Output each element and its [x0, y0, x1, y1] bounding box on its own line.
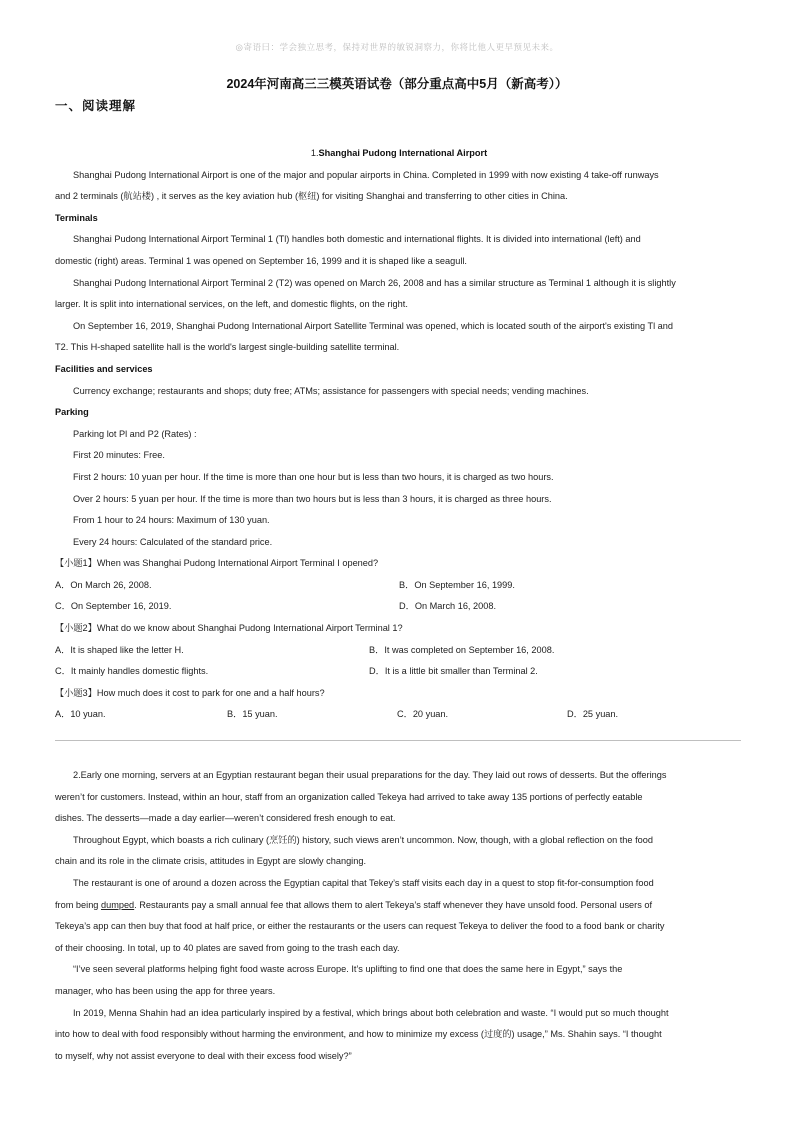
paragraph-line: weren’t for customers. Instead, within an hour, staff from an organization called Tekeya had arrived to take away 135 portions of perfectly eatable	[55, 791, 643, 802]
question-2-options-row-2	[55, 661, 743, 683]
section-divider	[55, 740, 741, 741]
paragraph-line: In 2019, Menna Shahin had an idea particularly inspired by a festival, which brings about both celebration and waste. “I would put so much thought	[73, 1007, 669, 1018]
question-1-options-row-2	[55, 596, 743, 618]
underlined-word-dumped: dumped	[100, 899, 135, 910]
paragraph-line: dishes. The desserts—made a day earlier—weren’t considered fresh enough to eat.	[55, 813, 396, 824]
question-1-option-a[interactable]: A．On March 26, 2008.	[55, 579, 152, 590]
subheading-facilities: Facilities and services	[55, 363, 153, 374]
paragraph-line: 2.Early one morning, servers at an Egyptian restaurant began their usual preparations for the day. They laid out rows of desserts. But the offerings	[73, 770, 667, 780]
question-3-options-row	[55, 704, 743, 726]
parking-line: First 2 hours: 10 yuan per hour. If the time is more than one hour but is less than two hours, it is charged as two hours.	[73, 471, 554, 482]
question-3-option-b[interactable]: B．15 yuan.	[227, 709, 278, 720]
question-3-option-a[interactable]: A．10 yuan.	[55, 709, 106, 720]
question-3-stem: 【小题3】How much does it cost to park for one and a half hours?	[55, 687, 325, 698]
paragraph-line: of their choosing. In total, up to 40 plates are saved from going to the trash each day.	[55, 942, 400, 953]
question-1-option-c[interactable]: C．On September 16, 2019.	[55, 601, 172, 612]
question-2-stem: 【小题2】What do we know about Shanghai Pudong International Airport Terminal 1?	[55, 623, 403, 634]
question-2-option-a[interactable]: A．It is shaped like the letter H.	[55, 644, 184, 655]
paragraph-line: Tekeya’s app can then buy that food at half price, or either the restaurants or the users can request Tekeya to deliver the food to a food bank or charity	[55, 921, 665, 932]
subheading-terminals: Terminals	[55, 212, 98, 223]
paragraph-line: “I’ve seen several platforms helping fight food waste across Europe. It’s uplifting to find one that does the same here in Egypt,” says the	[73, 964, 623, 975]
text-fragment: . Restaurants pay a small annual fee that allows them to alert Tekeya’s staff whenever they have unsold food. Personal users of	[134, 899, 653, 910]
passage-1-number: 1.	[310, 148, 319, 158]
question-1-option-b[interactable]: B．On September 16, 1999.	[399, 579, 515, 590]
paragraph-line: to myself, why not assist everyone to deal with their excess food wisely?”	[55, 1050, 352, 1061]
parking-line: Over 2 hours: 5 yuan per hour. If the time is more than two hours but is less than 3 hours, it is charged as three hours.	[73, 493, 552, 504]
question-1-stem: 【小题1】When was Shanghai Pudong International Airport Terminal I opened?	[55, 558, 379, 569]
subheading-parking: Parking	[55, 407, 89, 418]
parking-line: First 20 minutes: Free.	[73, 450, 165, 461]
question-1-options-row-1	[55, 575, 743, 597]
motto-header: ◎寄语曰：学会独立思考，保持对世界的敏锐洞察力，你将比他人更早预见未来。	[235, 43, 559, 53]
paragraph-line: Shanghai Pudong International Airport is one of the major and popular airports in China. Completed in 1999 with now existing 4 take-off runways	[73, 169, 659, 180]
exam-title: 2024年河南高三三模英语试卷（部分重点高中5月（新高考））	[226, 77, 568, 91]
paragraph-line: Shanghai Pudong International Airport Terminal 1 (Tl) handles both domestic and international flights. It is divided into international (left) and	[73, 234, 641, 245]
question-1-option-d[interactable]: D．On March 16, 2008.	[399, 601, 497, 612]
paragraph-line: larger. It is split into international services, on the left, and domestic flights, on the right.	[55, 299, 408, 310]
passage-1-heading	[55, 143, 743, 165]
passage-2	[55, 765, 743, 1067]
question-2-option-b[interactable]: B．It was completed on September 16, 2008.	[369, 644, 555, 655]
paragraph-line: Shanghai Pudong International Airport Terminal 2 (T2) was opened on March 26, 2008 and has a similar structure as Terminal 1 although it is slightly	[73, 277, 676, 288]
paragraph-line: The restaurant is one of around a dozen across the Egyptian capital that Tekey’s staff visits each day in a quest to stop fit-for-consumption food	[73, 877, 654, 888]
paragraph-line: into how to deal with food responsibly without harming the environment, and how to minimize my excess (过度的) usage,” Ms. Shahin says. “I thought	[55, 1029, 662, 1040]
parking-line: Every 24 hours: Calculated of the standard price.	[73, 536, 273, 547]
paragraph-line: Currency exchange; restaurants and shops; duty free; ATMs; assistance for passengers with special needs; vending machines.	[73, 385, 589, 396]
question-3-option-c[interactable]: C．20 yuan.	[397, 709, 449, 720]
paragraph-line: and 2 terminals (航站楼) , it serves as the key aviation hub (枢纽) for visiting Shanghai and transferring to other cities in China.	[55, 191, 568, 202]
paragraph-line: manager, who has been using the app for three years.	[55, 985, 276, 996]
section-heading: 一、阅读理解	[55, 98, 137, 113]
passage-1-title: Shanghai Pudong International Airport	[318, 148, 488, 158]
paragraph-line	[55, 895, 743, 917]
paragraph-line: On September 16, 2019, Shanghai Pudong International Airport Satellite Terminal was opened, which is located south of the airport's existing Tl and	[73, 320, 673, 331]
parking-line: From 1 hour to 24 hours: Maximum of 130 yuan.	[73, 515, 270, 526]
paragraph-line: chain and its role in the climate crisis, attitudes in Egypt are slowly changing.	[55, 856, 366, 867]
text-fragment: from being	[55, 899, 101, 910]
paragraph-line: Throughout Egypt, which boasts a rich culinary (烹饪的) history, such views aren’t uncommon. Now, though, with a global reflection on the food	[73, 834, 653, 845]
question-2-option-c[interactable]: C．It mainly handles domestic flights.	[55, 666, 209, 677]
question-3-option-d[interactable]: D．25 yuan.	[567, 709, 619, 720]
passage-1	[55, 143, 743, 726]
question-2-options-row-1	[55, 640, 743, 662]
paragraph-line: T2. This H-shaped satellite hall is the world's largest single-building satellite terminal.	[55, 342, 400, 353]
parking-line: Parking lot Pl and P2 (Rates) :	[73, 428, 197, 439]
paragraph-line: domestic (right) areas. Terminal 1 was opened on September 16, 1999 and it is shaped like a seagull.	[55, 255, 467, 266]
question-2-option-d[interactable]: D．It is a little bit smaller than Terminal 2.	[369, 666, 538, 677]
